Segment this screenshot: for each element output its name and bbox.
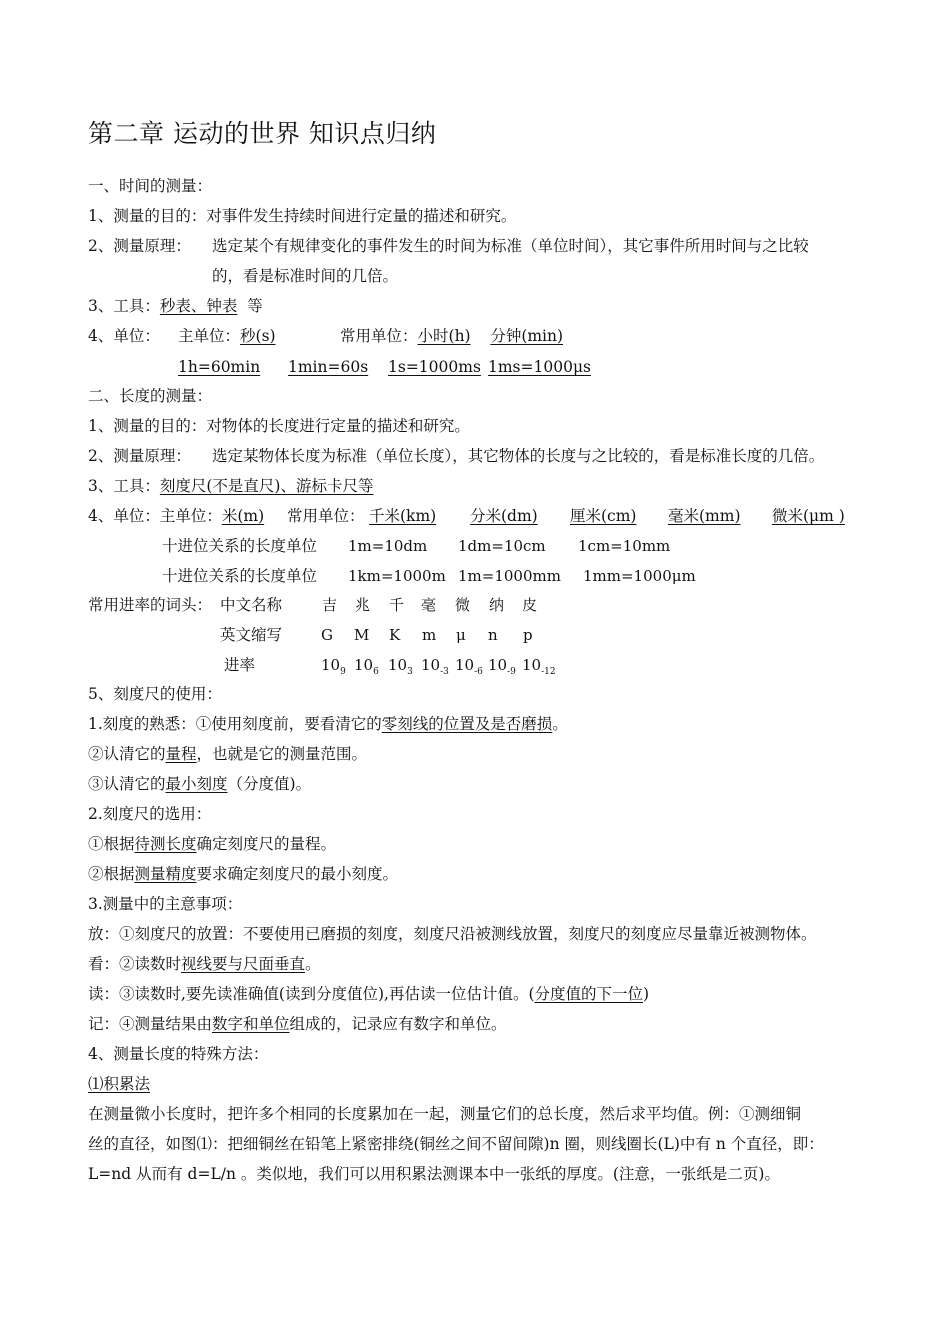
prefix-rate-cell (421, 655, 449, 682)
time-tools-line (88, 296, 263, 316)
length-purpose: 1、测量的目的：对物体的长度进行定量的描述和研究。 (88, 417, 470, 435)
length-unit-mm: 毫米(mm) (668, 507, 741, 525)
prefix-row-english-label: 英文缩写 (220, 626, 283, 644)
prefix-cn-cell: 微 (455, 596, 471, 614)
length-tools-value: 刻度尺(不是直尺)、游标卡尺等 (159, 477, 374, 495)
time-main-unit-line (178, 326, 276, 346)
decimal-relation-label-2: 十进位关系的长度单位 (162, 567, 318, 585)
prefix-en-cell: M (354, 626, 370, 644)
ruler-min-scale-text: ③认清它的 (88, 775, 166, 793)
time-unit-hour: 小时(h) (417, 327, 471, 345)
prefix-en-cell: μ (456, 626, 466, 644)
selection-1-text: ①根据 (88, 835, 135, 853)
ruler-range-end: ，也就是它的测量范围。 (196, 745, 368, 763)
prefix-cn-cell: 皮 (522, 596, 538, 614)
time-principle-text-cont: 的，看是标准时间的几倍。 (212, 267, 399, 285)
length-unit-km: 千米(km) (369, 507, 437, 525)
rate-exponent: -3 (440, 667, 449, 677)
measure-note-record (88, 1014, 507, 1034)
special-methods-heading: 4、测量长度的特殊方法： (88, 1045, 269, 1063)
look-text: 看：②读数时 (88, 955, 182, 973)
rate-base: 10 (488, 656, 508, 674)
rate-exponent: -12 (541, 667, 556, 677)
length-tools-line (88, 476, 373, 496)
rate-base: 10 (321, 656, 341, 674)
accumulation-paragraph-2: 丝的直径，如图⑴：把细铜丝在铅笔上紧密排绕(铜丝之间不留间隙)n 圈，则线圈长(L)中有 n 个直径，即： (88, 1135, 824, 1153)
section-heading-length: 二、长度的测量： (88, 387, 213, 405)
page-title: 第二章 运动的世界 知识点归纳 (88, 119, 437, 148)
time-main-unit-value: 秒(s) (240, 327, 276, 345)
time-conversion-1: 1h=60min (178, 358, 261, 376)
selection-2-underlined: 测量精度 (134, 865, 197, 883)
time-principle-text: 选定某个有规律变化的事件发生的时间为标准（单位时间），其它事件所用时间与之比较 (212, 237, 809, 255)
record-text: 记：④测量结果由 (88, 1015, 213, 1033)
time-unit-minute: 分钟(min) (490, 327, 564, 345)
measure-note-read (88, 984, 649, 1004)
ruler-range-line (88, 744, 367, 764)
prefix-rate-cell (388, 655, 413, 682)
time-units-label: 4、单位： (88, 327, 160, 345)
ruler-min-scale-end: （分度值)。 (227, 775, 312, 793)
time-conversion-3: 1s=1000ms (388, 358, 481, 376)
prefix-cn-cell: 吉 (322, 596, 338, 614)
ruler-range-underlined: 量程 (165, 745, 197, 763)
time-common-unit-label: 常用单位： (340, 327, 418, 345)
decimal-relation-1: 1m=10dm (348, 537, 428, 555)
prefix-row-chinese-label: 中文名称 (220, 596, 283, 614)
length-units-label: 4、单位：主单位： (88, 507, 222, 525)
prefix-rate-cell (488, 655, 516, 682)
time-common-unit-line (340, 326, 563, 346)
ruler-selection-2 (88, 864, 398, 884)
length-unit-um: 微米(μm ) (772, 507, 845, 525)
ruler-min-scale-line (88, 774, 311, 794)
length-units-line (88, 506, 264, 526)
length-tools-label: 3、工具： (88, 477, 160, 495)
ruler-usage-heading: 5、刻度尺的使用： (88, 685, 222, 703)
prefix-cn-cell: 纳 (489, 596, 505, 614)
decimal-relation-6: 1mm=1000μm (583, 567, 696, 585)
measure-note-look (88, 954, 321, 974)
decimal-relation-label-1: 十进位关系的长度单位 (162, 537, 318, 555)
decimal-relation-5: 1m=1000mm (458, 567, 561, 585)
time-main-unit-label: 主单位： (178, 327, 241, 345)
decimal-relation-4: 1km=1000m (348, 567, 446, 585)
selection-1-underlined: 待测长度 (134, 835, 197, 853)
time-tools-label: 3、工具： (88, 297, 160, 315)
time-tools-etc: 等 (247, 297, 263, 315)
prefix-cn-cell: 毫 (421, 596, 437, 614)
length-principle-label: 2、测量原理： (88, 447, 191, 465)
rate-base: 10 (455, 656, 475, 674)
prefix-en-cell: K (389, 626, 401, 644)
section-heading-time: 一、时间的测量： (88, 177, 213, 195)
accumulation-method-title: ⑴积累法 (88, 1075, 151, 1093)
rate-exponent: 6 (373, 667, 379, 677)
length-unit-cm: 厘米(cm) (570, 507, 637, 525)
record-end: 组成的，记录应有数字和单位。 (289, 1015, 507, 1033)
ruler-familiar-underlined: 零刻线的位置及是否磨损 (381, 715, 553, 733)
measure-notes-heading: 3.测量中的主意事项： (88, 895, 243, 913)
rate-base: 10 (421, 656, 441, 674)
rate-base: 10 (522, 656, 542, 674)
time-principle-label: 2、测量原理： (88, 237, 191, 255)
ruler-familiar-end: 。 (552, 715, 568, 733)
ruler-selection-heading: 2.刻度尺的选用： (88, 805, 212, 823)
record-underlined: 数字和单位 (212, 1015, 290, 1033)
prefix-rate-cell (522, 655, 556, 682)
accumulation-paragraph-1: 在测量微小长度时，把许多个相同的长度累加在一起，测量它们的总长度，然后求平均值。例：①测细铜 (88, 1105, 802, 1123)
look-end: 。 (305, 955, 321, 973)
prefix-row-rate-label: 进率 (224, 656, 256, 674)
read-underlined: 分度值的下一位 (534, 985, 644, 1003)
selection-1-end: 确定刻度尺的量程。 (196, 835, 337, 853)
time-conversion-2: 1min=60s (288, 358, 369, 376)
prefix-rate-cell (321, 655, 346, 682)
selection-2-text: ②根据 (88, 865, 135, 883)
ruler-selection-1 (88, 834, 336, 854)
length-main-unit: 米(m) (221, 507, 265, 525)
time-conversion-4: 1ms=1000μs (488, 358, 591, 376)
rate-exponent: -6 (474, 667, 483, 677)
ruler-range-text: ②认清它的 (88, 745, 166, 763)
rate-exponent: 9 (340, 667, 346, 677)
prefix-table-label: 常用进率的词头： (88, 596, 213, 614)
prefix-rate-cell (455, 655, 483, 682)
rate-base: 10 (354, 656, 374, 674)
length-principle-text: 选定某物体长度为标准（单位长度），其它物体的长度与之比较的，看是标准长度的几倍。 (212, 447, 825, 465)
prefix-en-cell: n (488, 626, 498, 644)
prefix-en-cell: G (321, 626, 333, 644)
time-purpose: 1、测量的目的：对事件发生持续时间进行定量的描述和研究。 (88, 207, 517, 225)
rate-base: 10 (388, 656, 408, 674)
rate-exponent: -9 (507, 667, 516, 677)
ruler-familiar-text: 1.刻度的熟悉：①使用刻度前，要看清它的 (88, 715, 382, 733)
prefix-rate-cell (354, 655, 379, 682)
prefix-cn-cell: 千 (389, 596, 405, 614)
rate-exponent: 3 (407, 667, 413, 677)
read-text: 读：③读数时,要先读准确值(读到分度值位),再估读一位估计值。( (88, 985, 535, 1003)
decimal-relation-3: 1cm=10mm (578, 537, 671, 555)
prefix-cn-cell: 兆 (355, 596, 371, 614)
accumulation-paragraph-3: L=nd 从而有 d=L/n 。类似地，我们可以用积累法测课本中一张纸的厚度。(注意，一张纸是二页)。 (88, 1165, 780, 1183)
ruler-familiar-line (88, 714, 568, 734)
read-end: ) (643, 985, 650, 1003)
length-common-units-label: 常用单位： (287, 507, 365, 525)
prefix-en-cell: m (422, 626, 437, 644)
selection-2-end: 要求确定刻度尺的最小刻度。 (196, 865, 399, 883)
decimal-relation-2: 1dm=10cm (458, 537, 546, 555)
length-unit-dm: 分米(dm) (470, 507, 538, 525)
measure-note-place: 放：①刻度尺的放置：不要使用已磨损的刻度，刻度尺沿被测线放置，刻度尺的刻度应尽量靠近被测物体。 (88, 925, 817, 943)
prefix-en-cell: p (523, 626, 533, 644)
look-underlined: 视线要与尺面垂直 (181, 955, 306, 973)
ruler-min-scale-underlined: 最小刻度 (165, 775, 228, 793)
time-tools-value: 秒表、钟表 (159, 297, 238, 315)
